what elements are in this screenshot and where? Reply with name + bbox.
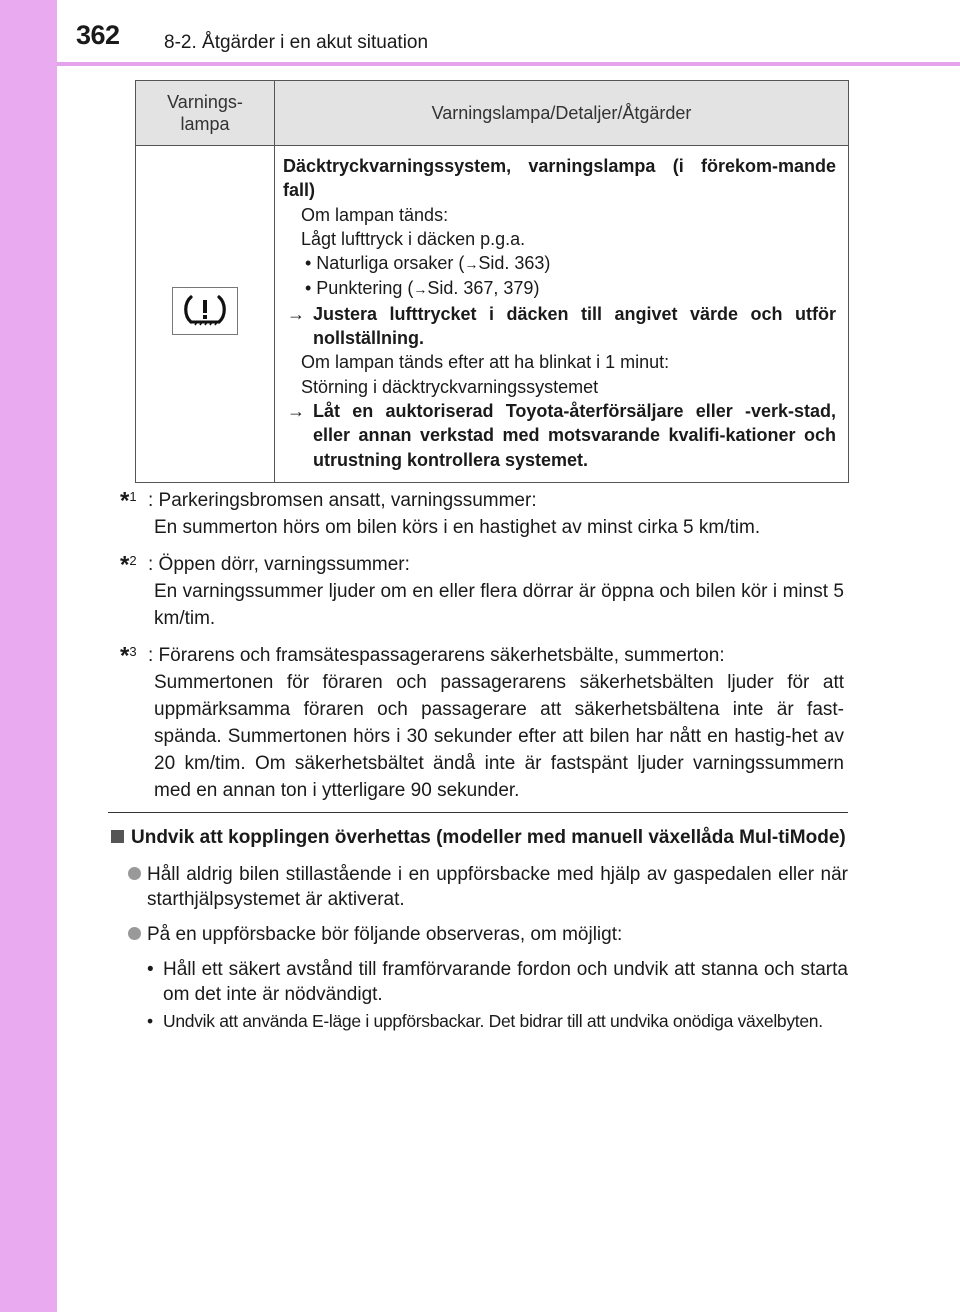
icon-cell xyxy=(136,146,275,483)
col-header-details: Varningslampa/Detaljer/Åtgärder xyxy=(275,81,849,146)
left-margin-bar xyxy=(0,0,57,1312)
header-divider xyxy=(57,62,960,66)
detail-line: Om lampan tänds efter att ha blinkat i 1 minut: xyxy=(301,352,670,373)
bullet-icon: • xyxy=(147,959,154,980)
arrow-icon: → xyxy=(413,281,428,298)
section-heading: Undvik att kopplingen överhettas (modeller med manuell växellåda Mul-tiMode) xyxy=(111,825,848,850)
list-item: Håll aldrig bilen stillastående i en uppförsbacke med hjälp av gaspedalen eller när starthjälpsystemet är aktiverat. xyxy=(111,862,848,912)
footnotes xyxy=(118,487,844,814)
arrow-icon: → xyxy=(464,256,479,273)
row-title: Däcktryckvarningssystem, varningslampa (i förekom-mande fall) xyxy=(283,156,836,201)
square-bullet-icon xyxy=(111,830,124,843)
action-line: → Justera lufttrycket i däcken till angivet värde och utför nollställning. xyxy=(287,303,836,349)
section-title: 8-2. Åtgärder i en akut situation xyxy=(164,32,429,53)
footnote-marker: *$^1$ xyxy=(120,487,137,515)
sub-list-item: • Håll ett säkert avstånd till framförvarande fordon och undvik att stanna och starta om det inte är nödvändigt. xyxy=(147,959,848,1005)
footnote-body: En summerton hörs om bilen körs i en hastighet av minst cirka 5 km/tim. xyxy=(154,517,761,538)
detail-cell xyxy=(275,146,849,483)
warning-table xyxy=(135,80,849,483)
footnote-title: : Parkeringsbromsen ansatt, varningssummer: xyxy=(148,490,537,511)
table-header-row xyxy=(136,81,849,146)
page-number: 362 xyxy=(76,20,120,50)
section-divider xyxy=(108,812,848,813)
footnote xyxy=(118,487,844,541)
detail-line: Om lampan tänds: xyxy=(301,204,449,225)
detail-line: Lågt lufttryck i däcken p.g.a. xyxy=(301,228,526,249)
footnote-body: En varningssummer ljuder om en eller flera dörrar är öppna och bilen kör i minst 5 km/tim. xyxy=(154,581,844,629)
list-item: På en uppförsbacke bör följande observeras, om möjligt: xyxy=(111,922,848,947)
detail-bullet: • Naturliga orsaker (→Sid. 363) xyxy=(305,253,551,274)
arrow-icon: → xyxy=(287,303,305,324)
detail-bullet: • Punktering (→Sid. 367, 379) xyxy=(305,278,540,299)
clutch-section xyxy=(111,825,848,1036)
arrow-icon: → xyxy=(287,400,305,421)
circle-bullet-icon xyxy=(128,867,141,880)
sub-list-item: • Undvik att använda E-läge i uppförsbackar. Det bidrar till att undvika onödiga växelbyten. xyxy=(111,1009,848,1034)
bullet-icon: • xyxy=(147,1011,153,1031)
action-line: → Låt en auktoriserad Toyota-återförsäljare eller -verk-stad, eller annan verkstad med motsvarande kvalifi-kationer och utrustning kontrollera systemet. xyxy=(287,400,836,470)
footnote-marker: *$^2$ xyxy=(120,551,137,579)
footnote xyxy=(118,551,844,632)
footnote-title: : Öppen dörr, varningssummer: xyxy=(148,554,410,575)
table-row xyxy=(136,146,849,483)
footnote-title: : Förarens och framsätespassagerarens säkerhetsbälte, summerton: xyxy=(148,645,725,666)
footnote-body: Summertonen för föraren och passagerarens säkerhetsbälten ljuder för att uppmärksamma föraren och passagerare att säkerhetsbältena inte är fast-spända. Summertonen hörs i 30 sekunder efter att bilen har nått en hastig-het av 20 km/tim. Om säkerhetsbältet ändå inte är fastspänt ljuder varningssummern med en annan ton i ytterligare 90 sekunder. xyxy=(154,672,844,801)
footnote-marker: *$^3$ xyxy=(120,642,137,670)
circle-bullet-icon xyxy=(128,927,141,940)
detail-line: Störning i däcktryckvarningssystemet xyxy=(301,376,599,397)
col-header-lamp: Varnings- lampa xyxy=(136,81,275,146)
tire-pressure-warning-icon xyxy=(172,287,238,335)
footnote xyxy=(118,642,844,804)
